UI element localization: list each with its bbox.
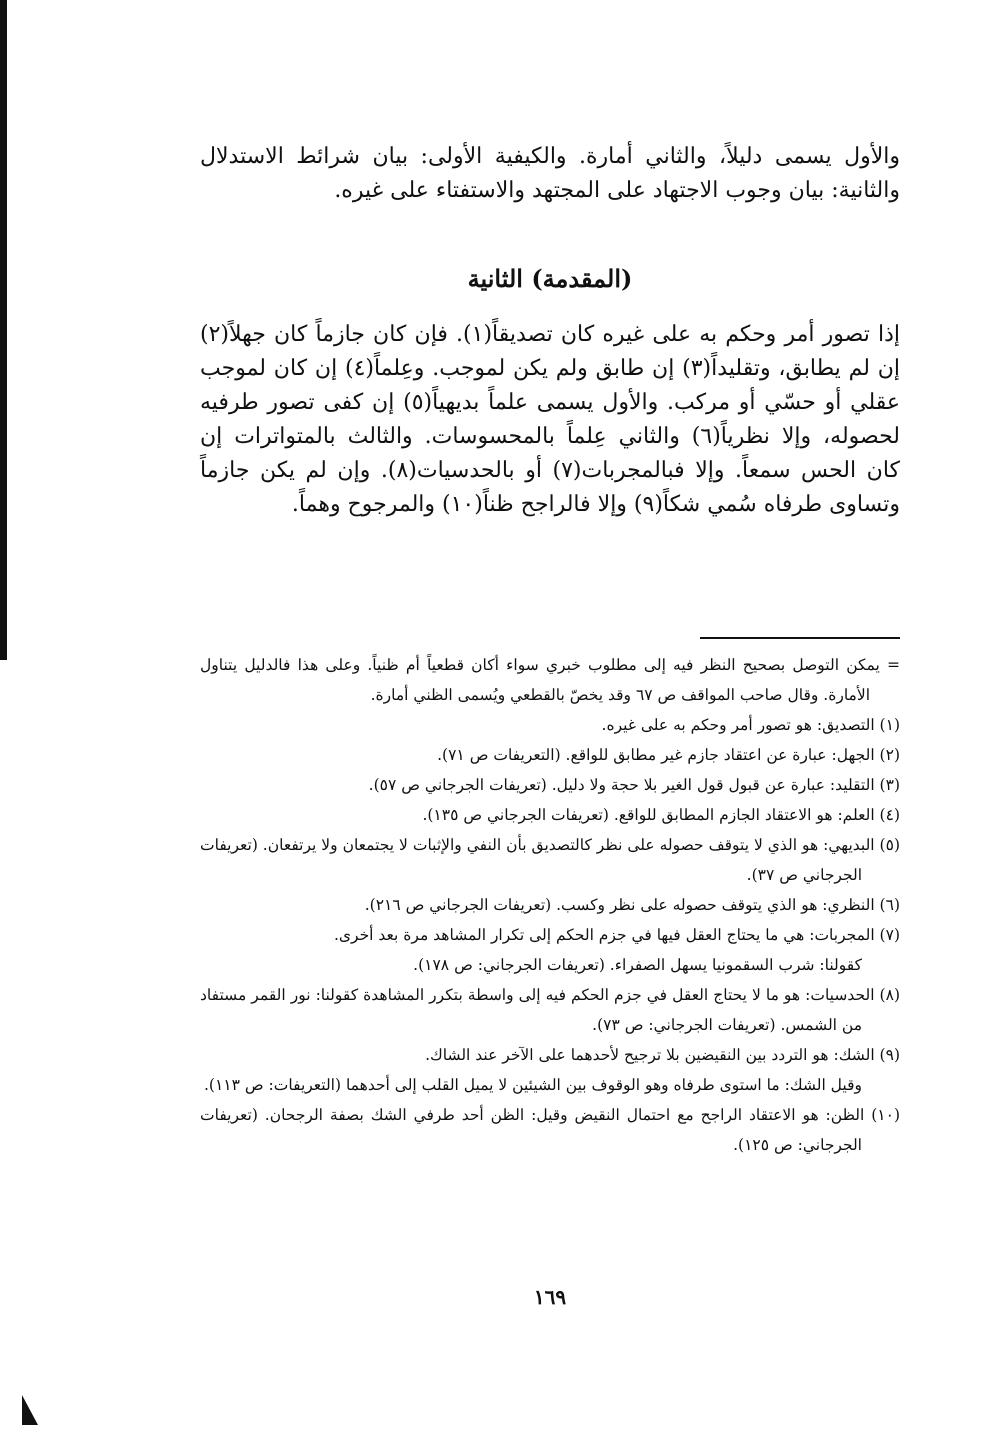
footnote-3: (٣) التقليد: عبارة عن قبول قول الغير بلا حجة ولا دليل. (تعريفات الجرجاني ص ٥٧). [368, 776, 900, 794]
main-text: إذا تصور أمر وحكم به على غيره كان تصديقاً(١). فإن كان جازماً كان جهلاً(٢) إن لم يطابق، وتقليداً(٣) إن طابق ولم يكن لموجب. وعِلماً(٤) إن كان لموجب عقلي أو حسّي أو مركب. والأول يسمى علماً بديهياً(٥) إن كفى تصور طرفيه لحصوله، وإلا نظرياً(٦) والثاني عِلماً بالمحسوسات. والثالث بالمتواترات إن كان الحس سمعاً. وإلا فبالمجربات(٧) أو بالحدسيات(٨). وإن لم يكن جازماً وتساوى طرفاه سُمي شكاً(٩) وإلا فالراجح ظناً(١٠) والمرجوح وهماً. [200, 322, 901, 517]
footnotes [200, 650, 900, 1160]
page-number: ١٦٩ [533, 1285, 567, 1309]
intro-paragraph [200, 140, 900, 208]
footnote-1: (١) التصديق: هو تصور أمر وحكم به على غيره. [601, 716, 900, 734]
footnote-continued: = يمكن التوصل بصحيح النظر فيه إلى مطلوب خبري سواء أكان قطعياً أم ظنياً. وعلى هذا فالدليل يتناول الأمارة. وقال صاحب المواقف ص ٦٧ وقد يخصّ بالقطعي ويُسمى الظني أمارة. [200, 656, 900, 704]
footnote-7: (٧) المجربات: هي ما يحتاج العقل فيها في جزم الحكم إلى تكرار المشاهد مرة بعد أخرى. [333, 926, 900, 944]
footnote-6: (٦) النظري: هو الذي يتوقف حصوله على نظر وكسب. (تعريفات الجرجاني ص ٢١٦). [364, 896, 900, 914]
corner-triangle-mark [22, 1395, 38, 1425]
footnote-2: (٢) الجهل: عبارة عن اعتقاد جازم غير مطابق للواقع. (التعريفات ص ٧١). [437, 746, 900, 764]
footnote-5: (٥) البديهي: هو الذي لا يتوقف حصوله على نظر كالتصديق بأن النفي والإثبات لا يجتمعان ولا يرتفعان. (تعريفات الجرجاني ص ٣٧). [200, 836, 900, 884]
footnote-7-continued: كقولنا: شرب السقمونيا يسهل الصفراء. (تعريفات الجرجاني: ص ١٧٨). [413, 956, 862, 974]
footnote-9-continued: وقيل الشك: ما استوى طرفاه وهو الوقوف بين الشيئين لا يميل القلب إلى أحدهما (التعريفات: ص ١١٣). [204, 1076, 862, 1094]
main-paragraph [200, 318, 900, 522]
footnote-separator [700, 637, 900, 639]
footnote-8: (٨) الحدسيات: هو ما لا يحتاج العقل في جزم الحكم فيه إلى واسطة بتكرر المشاهدة كقولنا: نور القمر مستفاد من الشمس. (تعريفات الجرجاني: ص ٧٣). [200, 986, 900, 1034]
section-heading: (المقدمة) الثانية [467, 264, 633, 293]
footnote-9: (٩) الشك: هو التردد بين النقيضين بلا ترجيح لأحدهما على الآخر عند الشاك. [425, 1046, 900, 1064]
intro-text: والأول يسمى دليلاً، والثاني أمارة. والكيفية الأولى: بيان شرائط الاستدلال والثانية: بيان وجوب الاجتهاد على المجتهد والاستفتاء على غيره. [200, 144, 900, 203]
footnote-4: (٤) العلم: هو الاعتقاد الجازم المطابق للواقع. (تعريفات الجرجاني ص ١٣٥). [422, 806, 900, 824]
scan-edge-bar [0, 0, 7, 660]
footnote-10: (١٠) الظن: هو الاعتقاد الراجح مع احتمال النقيض وقيل: الظن أحد طرفي الشك بصفة الرجحان. (تعريفات الجرجاني: ص ١٢٥). [200, 1106, 900, 1154]
